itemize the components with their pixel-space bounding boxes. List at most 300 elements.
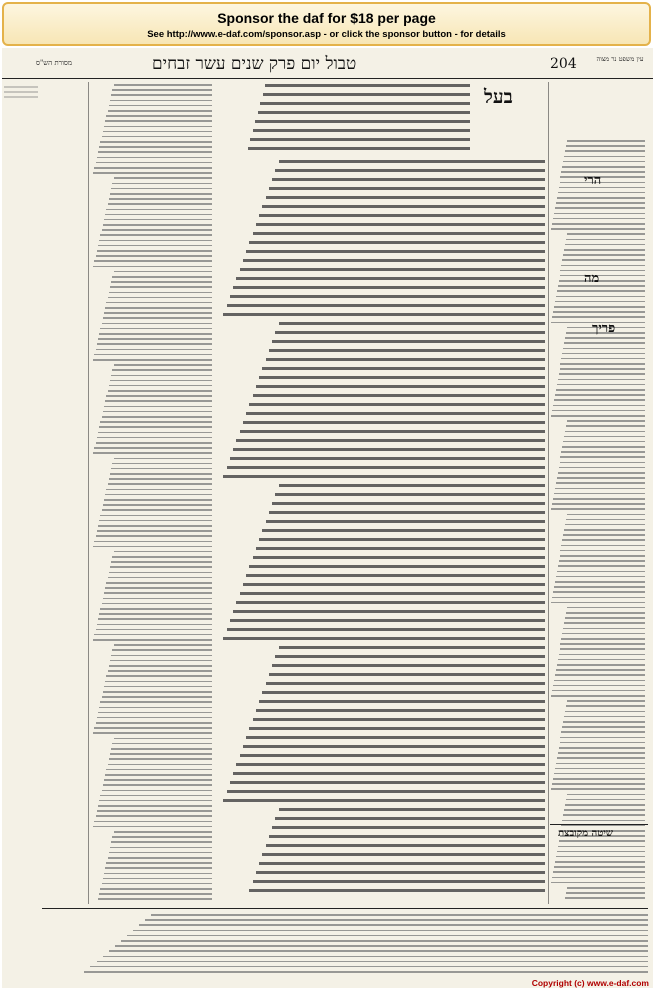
text-line (105, 681, 212, 683)
text-line (94, 260, 212, 262)
text-line (110, 286, 212, 288)
text-line (554, 306, 645, 308)
text-line (556, 296, 645, 298)
text-line (227, 466, 546, 469)
text-line (558, 846, 645, 848)
text-line (269, 349, 545, 352)
text-line (233, 448, 545, 451)
text-line (112, 556, 212, 558)
text-line (109, 385, 212, 387)
text-line (266, 682, 546, 685)
text-line (253, 718, 546, 721)
text-line (109, 950, 648, 952)
text-line (97, 624, 212, 626)
text-line (112, 463, 212, 465)
text-line (99, 520, 212, 522)
text-line (112, 89, 212, 91)
text-line (108, 764, 212, 766)
text-line (272, 178, 545, 181)
text-line (233, 772, 545, 775)
text-line (236, 763, 545, 766)
text-line (562, 820, 645, 822)
text-line (105, 214, 212, 216)
text-line (259, 538, 545, 541)
text-line (564, 809, 645, 811)
text-line (262, 367, 545, 370)
text-line (93, 639, 212, 641)
text-line (103, 598, 212, 600)
text-line (139, 924, 648, 926)
text-line (114, 271, 212, 273)
text-line (266, 520, 546, 523)
text-line (557, 757, 645, 759)
text-line (557, 664, 645, 666)
text-line (94, 634, 212, 636)
text-line (567, 514, 645, 516)
text-line (558, 752, 645, 754)
text-line (114, 644, 212, 646)
footnotes (42, 914, 648, 978)
text-line (114, 831, 212, 833)
text-line (555, 207, 645, 209)
text-line (97, 437, 212, 439)
text-line (108, 857, 212, 859)
text-line (563, 161, 645, 163)
text-line (563, 348, 645, 350)
text-line (266, 844, 546, 847)
text-line (566, 612, 645, 614)
text-line (559, 467, 645, 469)
text-line (565, 804, 645, 806)
text-line (266, 196, 546, 199)
text-line (98, 898, 212, 900)
text-line (103, 317, 212, 319)
text-line (563, 628, 645, 630)
text-line (94, 821, 212, 823)
rashi-dibbur-3: פריך (592, 321, 616, 336)
text-line (105, 494, 212, 496)
text-line (230, 457, 545, 460)
text-line (104, 499, 212, 501)
text-line (240, 430, 546, 433)
text-line (567, 607, 645, 609)
text-line (275, 493, 545, 496)
text-line (565, 337, 645, 339)
sponsor-title[interactable]: Sponsor the daf for $18 per page (217, 10, 436, 26)
text-line (99, 707, 212, 709)
talmud-page (2, 48, 653, 988)
text-line (106, 302, 212, 304)
text-line (555, 581, 645, 583)
sponsor-banner[interactable] (2, 2, 651, 46)
text-line (104, 219, 212, 221)
text-line (556, 856, 645, 858)
text-line (253, 556, 546, 559)
text-line (103, 784, 212, 786)
gemara-text (220, 160, 545, 900)
text-line (554, 680, 645, 682)
text-line (272, 826, 545, 829)
text-line (103, 878, 212, 880)
text-line (96, 162, 212, 164)
text-line (562, 166, 645, 168)
text-line (256, 385, 545, 388)
text-line (560, 555, 646, 557)
text-line (223, 799, 545, 802)
text-line (104, 312, 212, 314)
text-line (567, 794, 645, 796)
text-line (565, 431, 645, 433)
text-line (562, 353, 645, 355)
text-line (109, 758, 212, 760)
text-line (555, 861, 645, 863)
text-line (564, 156, 645, 158)
shita-mekubetzet-heading: שיטה מקובצת (558, 828, 613, 839)
text-line (106, 675, 212, 677)
text-line (563, 814, 645, 816)
text-line (563, 721, 645, 723)
text-line (104, 686, 212, 688)
text-line (240, 592, 546, 595)
text-line (110, 380, 212, 382)
text-line (279, 484, 546, 487)
text-line (565, 711, 645, 713)
text-line (105, 400, 212, 402)
text-line (560, 182, 646, 184)
text-line (262, 205, 545, 208)
text-line (562, 259, 645, 261)
text-line (255, 120, 470, 123)
text-line (110, 566, 212, 568)
text-line (105, 867, 212, 869)
gemara-text-top (220, 84, 470, 154)
text-line (553, 311, 645, 313)
text-line (253, 880, 546, 883)
text-line (84, 971, 648, 973)
text-line (112, 276, 212, 278)
text-line (112, 836, 212, 838)
column-divider-right (548, 82, 549, 904)
text-line (567, 700, 645, 702)
text-line (98, 245, 212, 247)
text-line (111, 561, 212, 563)
text-line (106, 115, 212, 117)
text-line (552, 783, 645, 785)
text-line (111, 655, 212, 657)
text-line (253, 232, 546, 235)
opening-word: בעל (484, 86, 513, 108)
text-line (108, 670, 212, 672)
text-line (98, 432, 212, 434)
text-line (561, 638, 645, 640)
text-line (94, 727, 212, 729)
text-line (236, 439, 545, 442)
text-line (233, 610, 545, 613)
text-line (108, 483, 212, 485)
text-line (102, 696, 212, 698)
text-line (103, 504, 212, 506)
text-line (240, 754, 546, 757)
text-line (552, 690, 645, 692)
text-line (564, 529, 645, 531)
text-line (566, 425, 645, 427)
text-line (279, 808, 546, 811)
text-line (110, 473, 212, 475)
text-line (110, 193, 212, 195)
text-line (94, 354, 212, 356)
text-line (567, 420, 645, 422)
text-line (93, 266, 212, 268)
text-line (246, 412, 545, 415)
text-line (240, 268, 546, 271)
text-line (109, 478, 212, 480)
text-line (97, 250, 212, 252)
text-line (110, 660, 212, 662)
text-line (249, 241, 545, 244)
text-line (560, 275, 646, 277)
text-line (560, 737, 645, 739)
text-line (227, 304, 546, 307)
text-line (112, 649, 212, 651)
text-line (102, 509, 212, 511)
text-line (263, 93, 471, 96)
text-line (114, 84, 212, 86)
text-line (552, 316, 645, 318)
text-line (114, 458, 212, 460)
text-line (236, 277, 545, 280)
text-line (109, 292, 212, 294)
text-line (99, 800, 212, 802)
text-line (100, 888, 212, 890)
text-line (110, 100, 212, 102)
text-line (249, 727, 545, 730)
text-line (111, 188, 212, 190)
text-line (112, 743, 212, 745)
shita-box-rule (550, 824, 648, 825)
text-line (272, 502, 545, 505)
text-line (279, 646, 546, 649)
text-line (564, 436, 645, 438)
text-line (94, 541, 212, 543)
text-line (559, 373, 645, 375)
text-line (557, 384, 645, 386)
text-line (98, 805, 212, 807)
text-line (100, 795, 212, 797)
text-line (555, 301, 645, 303)
text-line (560, 742, 646, 744)
text-line (249, 565, 545, 568)
text-line (551, 602, 645, 604)
text-line (151, 914, 648, 916)
text-line (565, 897, 645, 899)
text-line (275, 655, 545, 658)
text-line (97, 530, 212, 532)
text-line (553, 871, 645, 873)
text-line (563, 441, 645, 443)
text-line (256, 547, 545, 550)
text-line (108, 390, 212, 392)
text-line (93, 172, 212, 174)
text-line (246, 250, 545, 253)
text-line (230, 295, 545, 298)
text-line (99, 240, 212, 242)
text-line (109, 665, 212, 667)
text-line (96, 815, 212, 817)
text-line (94, 167, 212, 169)
copyright-notice[interactable]: Copyright (c) www.e-daf.com (531, 978, 649, 988)
text-line (552, 597, 645, 599)
rashi-dibbur-1: הרי (584, 173, 602, 188)
text-line (115, 945, 648, 947)
text-line (259, 862, 545, 865)
text-line (562, 446, 645, 448)
text-line (256, 223, 545, 226)
text-line (109, 198, 212, 200)
text-line (556, 482, 645, 484)
text-line (112, 369, 212, 371)
text-line (558, 192, 645, 194)
text-line (561, 265, 645, 267)
text-line (262, 691, 545, 694)
text-line (97, 343, 212, 345)
text-line (560, 456, 645, 458)
text-line (110, 753, 212, 755)
text-line (560, 550, 645, 552)
text-line (106, 489, 212, 491)
text-line (97, 961, 648, 963)
text-line (259, 700, 545, 703)
text-line (127, 935, 648, 937)
text-line (560, 270, 645, 272)
masoret-label: מסורת הש"ס (36, 59, 73, 67)
text-line (567, 140, 645, 142)
text-line (558, 472, 645, 474)
text-line (106, 209, 212, 211)
text-line (262, 853, 545, 856)
text-line (559, 654, 645, 656)
text-line (230, 619, 545, 622)
text-line (227, 628, 546, 631)
text-line (243, 259, 545, 262)
text-line (256, 709, 545, 712)
sponsor-subtitle[interactable]: See http://www.e-daf.com/sponsor.asp - or click the sponsor button - for details (147, 29, 506, 40)
text-line (554, 773, 645, 775)
text-line (103, 956, 648, 958)
text-line (97, 157, 212, 159)
text-line (99, 613, 212, 615)
text-line (564, 716, 645, 718)
text-line (108, 577, 212, 579)
text-line (556, 576, 645, 578)
page-number: 204 (550, 56, 577, 72)
text-line (563, 534, 645, 536)
text-line (565, 244, 645, 246)
text-line (243, 745, 545, 748)
text-line (100, 515, 212, 517)
text-line (556, 669, 645, 671)
text-line (111, 748, 212, 750)
text-line (105, 774, 212, 776)
text-line (106, 395, 212, 397)
text-line (565, 617, 645, 619)
text-line (96, 629, 212, 631)
text-line (102, 323, 212, 325)
text-line (269, 673, 545, 676)
text-line (111, 468, 212, 470)
text-line (253, 394, 546, 397)
text-line (223, 313, 545, 316)
text-line (106, 862, 212, 864)
text-line (566, 145, 645, 147)
text-line (103, 224, 212, 226)
text-line (93, 826, 212, 828)
text-line (564, 249, 645, 251)
text-line (558, 565, 645, 567)
text-line (258, 111, 471, 114)
running-title: טבול יום פרק שנים עשר זבחים (152, 54, 357, 74)
text-line (236, 601, 545, 604)
text-line (98, 618, 212, 620)
text-line (93, 732, 212, 734)
text-line (559, 280, 645, 282)
text-line (567, 887, 645, 889)
text-line (566, 705, 645, 707)
tosafot-column (92, 84, 212, 904)
text-line (246, 736, 545, 739)
text-line (114, 177, 212, 179)
ein-mishpat-notes (600, 84, 648, 136)
text-line (111, 841, 212, 843)
text-line (105, 587, 212, 589)
text-line (102, 416, 212, 418)
footnotes-rule (42, 908, 648, 909)
text-line (559, 560, 645, 562)
text-line (108, 203, 212, 205)
text-line (104, 873, 212, 875)
text-line (566, 519, 645, 521)
text-line (111, 94, 212, 96)
text-line (103, 691, 212, 693)
text-line (555, 768, 645, 770)
text-line (551, 508, 645, 510)
text-line (111, 281, 212, 283)
text-line (243, 421, 545, 424)
text-line (250, 138, 470, 141)
text-line (552, 503, 645, 505)
text-line (559, 187, 645, 189)
text-line (99, 146, 212, 148)
text-line (96, 255, 212, 257)
text-line (97, 717, 212, 719)
text-line (100, 701, 212, 703)
text-line (259, 376, 545, 379)
text-line (133, 930, 648, 932)
text-line (558, 379, 645, 381)
text-line (560, 176, 645, 178)
text-line (99, 333, 212, 335)
text-line (111, 375, 212, 377)
text-line (249, 403, 545, 406)
text-line (106, 582, 212, 584)
text-line (109, 572, 212, 574)
text-line (279, 160, 546, 163)
text-line (560, 462, 646, 464)
text-line (104, 592, 212, 594)
rashi-column (550, 140, 645, 900)
text-line (259, 214, 545, 217)
text-line (557, 477, 645, 479)
text-line (562, 726, 645, 728)
